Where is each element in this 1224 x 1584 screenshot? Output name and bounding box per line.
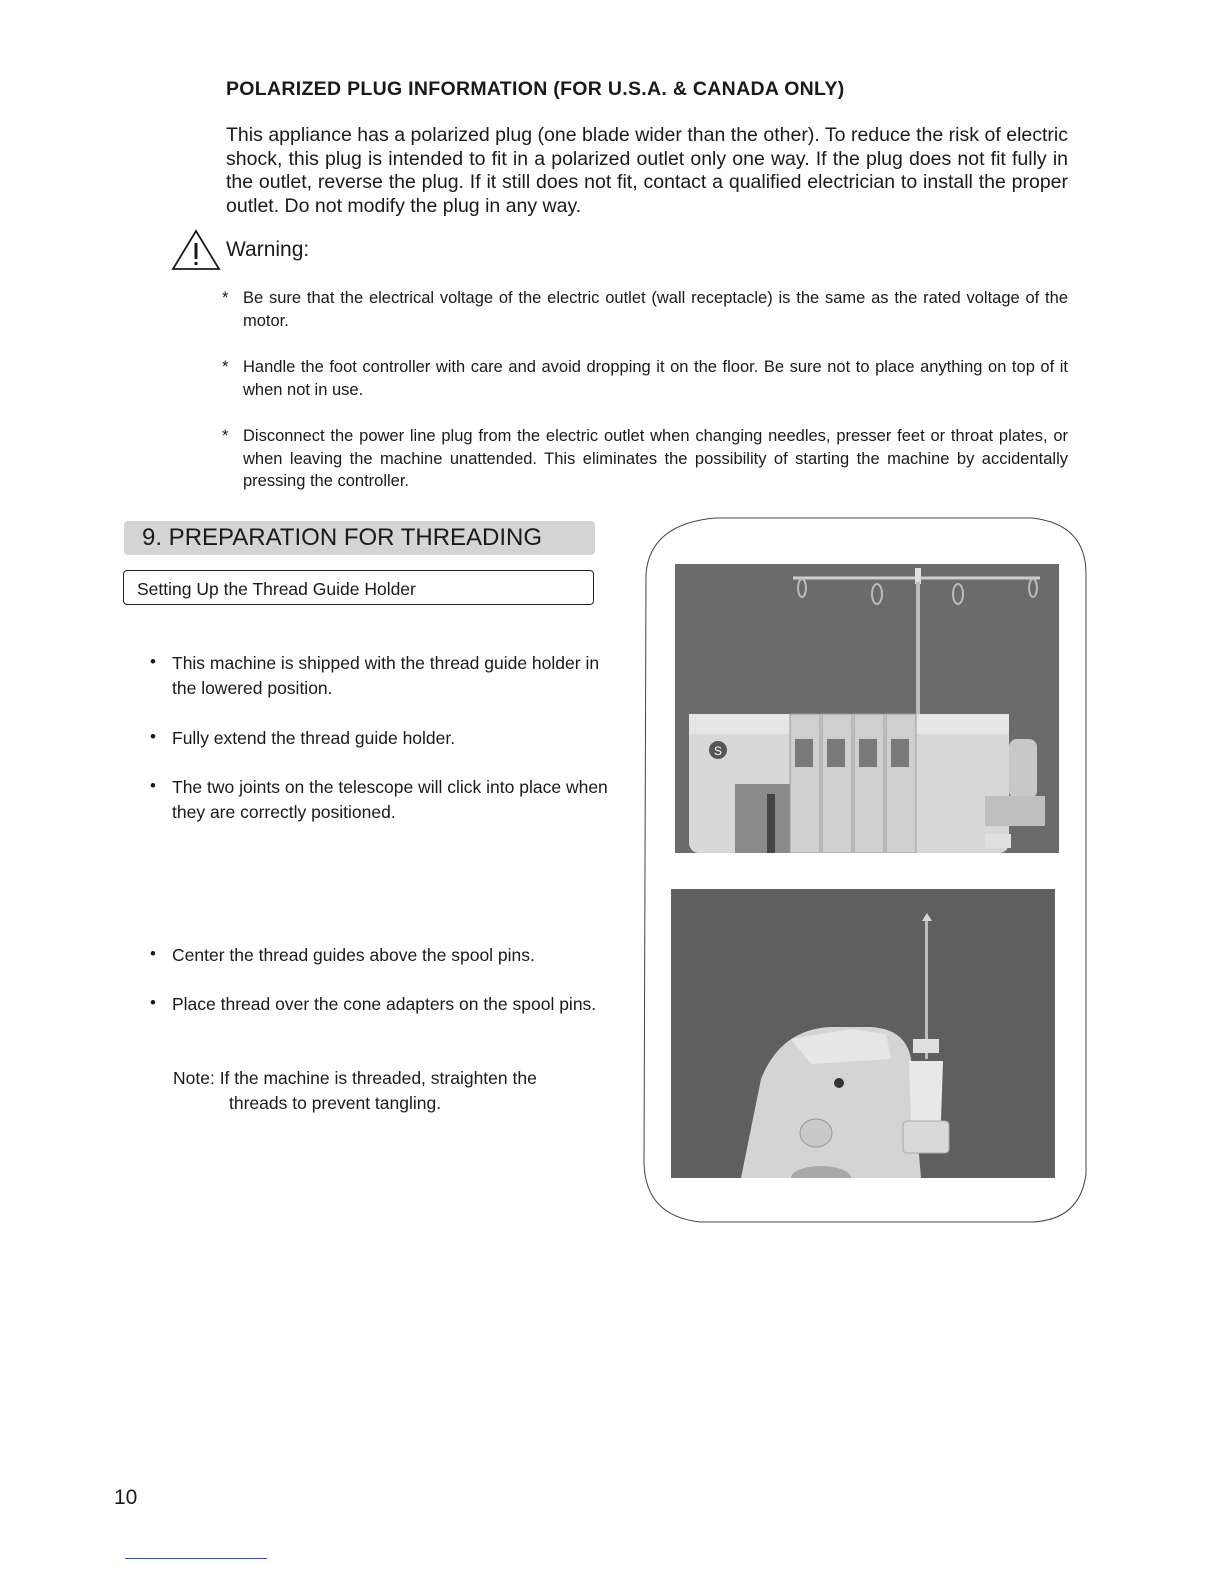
list-item-text: This machine is shipped with the thread guide holder in the lowered position.	[172, 653, 600, 698]
subsection-header	[123, 570, 594, 605]
machine-side-photo	[671, 889, 1055, 1178]
plug-section-title: POLARIZED PLUG INFORMATION (FOR U.S.A. & CANADA ONLY)	[226, 78, 845, 100]
subsection-title: Setting Up the Thread Guide Holder	[137, 579, 416, 599]
section-header	[124, 521, 595, 555]
plug-section-body: This appliance has a polarized plug (one blade wider than the other). To reduce the risk of electric shock, this plug is intended to fit in a polarized outlet only one way. If the plug does not fit fully in the outlet, reverse the plug. If it still does not fit, contact a qualified electrician to install the proper outlet. Do not modify the plug in any way.	[226, 124, 1068, 217]
note-line: Note: If the machine is threaded, straighten the	[173, 1068, 537, 1088]
bullet-marker: •	[150, 944, 156, 963]
list-item-text: Place thread over the cone adapters on the spool pins.	[172, 994, 597, 1014]
footer-rule	[125, 1558, 267, 1559]
list-item	[150, 775, 610, 824]
warning-item	[222, 356, 1068, 401]
list-item-text: Center the thread guides above the spool pins.	[172, 945, 535, 965]
machine-front-photo	[675, 564, 1059, 853]
page-number: 10	[114, 1486, 138, 1509]
warning-item-text: Handle the foot controller with care and avoid dropping it on the floor. Be sure not to place anything on top of it when not in use.	[243, 358, 1068, 399]
warning-triangle-icon	[170, 228, 222, 272]
list-item	[150, 992, 610, 1017]
list-item	[150, 651, 610, 700]
warning-item	[222, 287, 1068, 332]
asterisk-marker: *	[222, 358, 229, 376]
warning-label: Warning:	[226, 238, 310, 261]
bullet-marker: •	[150, 776, 156, 795]
bullet-marker: •	[150, 652, 156, 671]
list-item-text: The two joints on the telescope will click into place when they are correctly positioned.	[172, 777, 608, 822]
list-item	[150, 943, 610, 968]
list-item-text: Fully extend the thread guide holder.	[172, 728, 456, 748]
bullet-marker: •	[150, 727, 156, 746]
note	[173, 1066, 613, 1115]
brand-logo: S	[713, 744, 723, 758]
warning-item	[222, 425, 1068, 493]
list-item	[150, 726, 610, 751]
asterisk-marker: *	[222, 289, 229, 307]
asterisk-marker: *	[222, 427, 229, 445]
warning-item-text: Be sure that the electrical voltage of the electric outlet (wall receptacle) is the same as the rated voltage of the motor.	[243, 289, 1068, 330]
bullet-marker: •	[150, 993, 156, 1012]
section-title: 9. PREPARATION FOR THREADING	[142, 524, 543, 551]
warning-item-text: Disconnect the power line plug from the electric outlet when changing needles, presser feet or throat plates, or when leaving the machine unattended. This eliminates the possibility of starting the machine by accidentally pressing the controller.	[243, 427, 1068, 490]
note-line: threads to prevent tangling.	[229, 1092, 442, 1113]
